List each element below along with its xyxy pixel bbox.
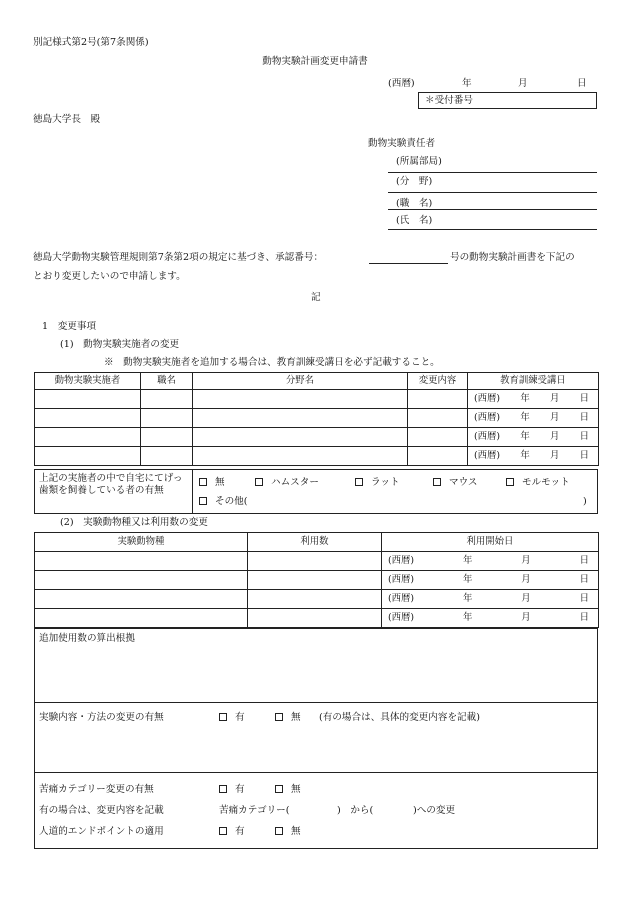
body-line-1: 徳島大学動物実験管理規則第7条第2項の規定に基づき、承認番号： [33, 252, 324, 263]
field-cell[interactable] [193, 447, 408, 466]
species-cell[interactable] [35, 571, 248, 590]
pain-category-from: 苦痛カテゴリー( [219, 805, 290, 816]
position-cell[interactable] [141, 409, 193, 428]
implementer-cell[interactable] [35, 428, 141, 447]
species-cell[interactable] [35, 609, 248, 628]
start-date-cell[interactable]: (西暦) 年 月 日 [382, 609, 599, 628]
start-date-cell[interactable]: (西暦) 年 月 日 [382, 590, 599, 609]
table-row [35, 409, 599, 428]
body-line-2: とおり変更したいので申請します。 [33, 271, 186, 282]
training-date-cell[interactable]: (西暦) 年 月 日 [468, 428, 599, 447]
training-date-cell[interactable]: (西暦) 年 月 日 [468, 390, 599, 409]
option-mouse[interactable]: マウス [433, 478, 478, 488]
position-cell[interactable] [141, 428, 193, 447]
method-change-label: 実験内容・方法の変更の有無 [39, 712, 164, 723]
option-hamster[interactable]: ハムスター [255, 478, 319, 488]
col-implementer: 動物実験実施者 [35, 373, 141, 390]
count-cell[interactable] [248, 609, 382, 628]
checkbox-icon [219, 827, 227, 835]
date-year: 年 [462, 78, 472, 89]
applicant-dept-line[interactable] [388, 172, 597, 173]
implementer-cell[interactable] [35, 409, 141, 428]
home-rodent-box [34, 469, 598, 514]
checkbox-icon [275, 827, 283, 835]
applicant-field-label: (分 野) [396, 176, 433, 187]
col-change: 変更内容 [408, 373, 468, 390]
addressee: 徳島大学長 殿 [33, 114, 101, 125]
checkbox-icon [433, 478, 441, 486]
applicant-dept-label: (所属部局) [396, 156, 442, 167]
change-cell[interactable] [408, 390, 468, 409]
pain-category-to-close: )への変更 [413, 805, 456, 816]
pain-change-label: 苦痛カテゴリー変更の有無 [39, 784, 154, 795]
change-cell[interactable] [408, 447, 468, 466]
count-cell[interactable] [248, 590, 382, 609]
col-position: 職名 [141, 373, 193, 390]
details-box [34, 628, 598, 849]
pain-category-from-close: ) から( [337, 805, 374, 816]
basis-divider [35, 702, 597, 703]
method-change-no[interactable]: 無 [275, 713, 301, 723]
applicant-name-line[interactable] [388, 229, 597, 230]
approval-number-line[interactable] [369, 263, 448, 264]
implementer-cell[interactable] [35, 390, 141, 409]
col-count: 利用数 [248, 533, 382, 552]
endpoint-label: 人道的エンドポイントの適用 [39, 826, 164, 837]
field-cell[interactable] [193, 409, 408, 428]
sub2-heading: (2) 実験動物種又は利用数の変更 [60, 517, 208, 528]
option-other[interactable]: その他( [199, 497, 248, 507]
applicant-name-label: (氏 名) [396, 215, 433, 226]
training-note: ※ 動物実験実施者を追加する場合は、教育訓練受講日を必ず記載すること。 [104, 357, 440, 368]
table-row [35, 552, 599, 571]
method-change-note: (有の場合は、具体的変更内容を記載) [319, 712, 480, 723]
date-day: 日 [577, 78, 587, 89]
position-cell[interactable] [141, 390, 193, 409]
species-table [34, 532, 599, 628]
method-change-yes[interactable]: 有 [219, 713, 245, 723]
ki-label: 記 [311, 292, 321, 303]
col-species: 実験動物種 [35, 533, 248, 552]
home-rodent-label: 上記の実施者の中で自宅にてげっ歯類を飼養している者の有無 [39, 473, 183, 497]
checkbox-icon [199, 478, 207, 486]
change-cell[interactable] [408, 409, 468, 428]
checkbox-icon [355, 478, 363, 486]
endpoint-yes[interactable]: 有 [219, 827, 245, 837]
species-cell[interactable] [35, 590, 248, 609]
table-row [35, 447, 599, 466]
applicant-position-label: (職 名) [396, 198, 433, 209]
option-none[interactable]: 無 [199, 478, 225, 488]
date-era: (西暦) [388, 78, 415, 89]
method-divider [35, 772, 597, 773]
col-start-date: 利用開始日 [382, 533, 599, 552]
start-date-cell[interactable]: (西暦) 年 月 日 [382, 571, 599, 590]
table-row [35, 609, 599, 628]
pain-change-yes[interactable]: 有 [219, 785, 245, 795]
basis-label: 追加使用数の算出根拠 [39, 633, 135, 644]
home-rodent-divider [192, 470, 193, 513]
table-row [35, 428, 599, 447]
endpoint-no[interactable]: 無 [275, 827, 301, 837]
col-training-date: 教育訓練受講日 [468, 373, 599, 390]
form-number: 別記様式第2号(第7条関係) [33, 37, 149, 48]
checkbox-icon [255, 478, 263, 486]
position-cell[interactable] [141, 447, 193, 466]
sub1-heading: (1) 動物実験実施者の変更 [60, 339, 180, 350]
checkbox-icon [199, 497, 207, 505]
date-month: 月 [518, 78, 528, 89]
applicant-position-line[interactable] [388, 209, 597, 210]
section-heading: 1 変更事項 [42, 321, 97, 332]
checkbox-icon [275, 785, 283, 793]
applicant-heading: 動物実験責任者 [368, 138, 436, 149]
pain-change-no[interactable]: 無 [275, 785, 301, 795]
col-field: 分野名 [193, 373, 408, 390]
table-row [35, 571, 599, 590]
species-cell[interactable] [35, 552, 248, 571]
training-date-cell[interactable]: (西暦) 年 月 日 [468, 447, 599, 466]
receipt-number-box[interactable] [418, 92, 597, 109]
checkbox-icon [275, 713, 283, 721]
implementer-cell[interactable] [35, 447, 141, 466]
implementer-table [34, 372, 599, 466]
change-cell[interactable] [408, 428, 468, 447]
training-date-cell[interactable]: (西暦) 年 月 日 [468, 409, 599, 428]
body-line-1-tail: 号の動物実験計画書を下記の [450, 252, 575, 263]
checkbox-icon [219, 713, 227, 721]
count-cell[interactable] [248, 552, 382, 571]
field-cell[interactable] [193, 428, 408, 447]
checkbox-icon [219, 785, 227, 793]
option-rat[interactable]: ラット [355, 478, 400, 488]
option-other-close: ) [583, 496, 587, 507]
start-date-cell[interactable]: (西暦) 年 月 日 [382, 552, 599, 571]
applicant-field-line[interactable] [388, 192, 597, 193]
field-cell[interactable] [193, 390, 408, 409]
table-row [35, 590, 599, 609]
pain-detail-label: 有の場合は、変更内容を記載 [39, 805, 164, 816]
option-guinea-pig[interactable]: モルモット [506, 478, 570, 488]
table-row [35, 390, 599, 409]
checkbox-icon [506, 478, 514, 486]
receipt-label: ＊受付番号 [425, 95, 473, 106]
page-title: 動物実験計画変更申請書 [262, 56, 368, 67]
count-cell[interactable] [248, 571, 382, 590]
